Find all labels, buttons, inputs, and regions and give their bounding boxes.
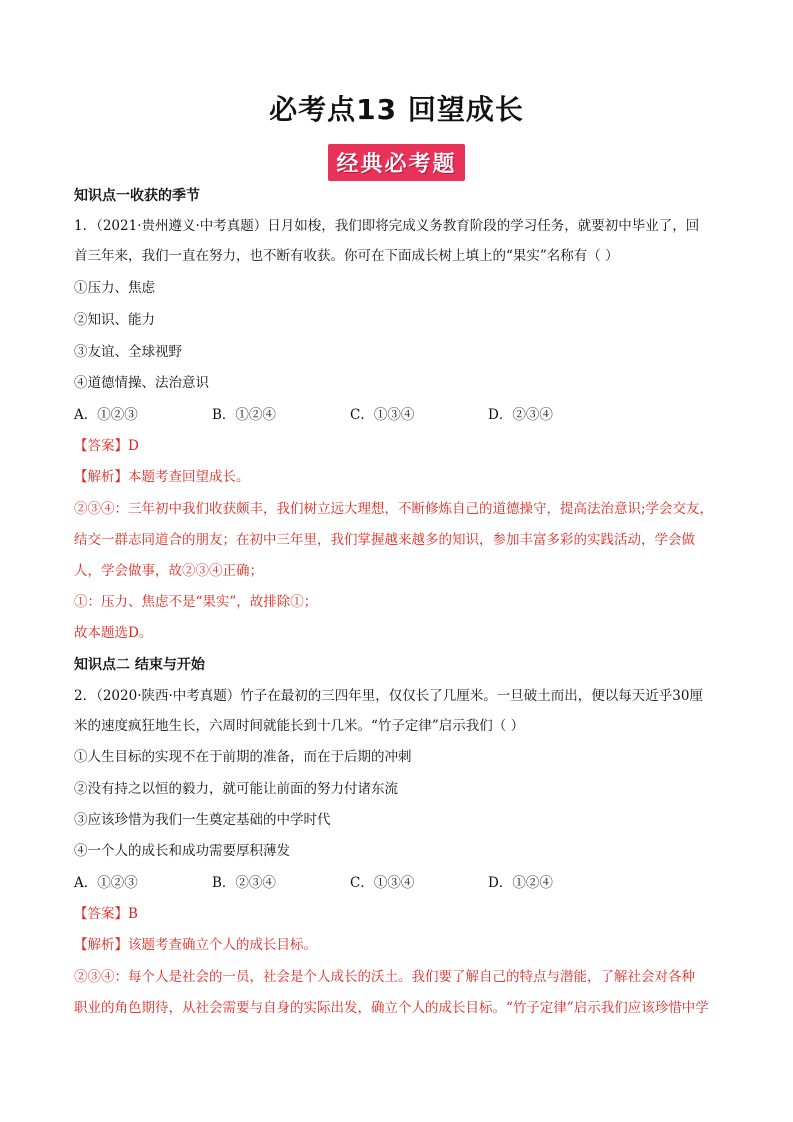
q1-option-a: A．①②③: [74, 407, 138, 423]
q1-stem-line2: 首三年来，我们一直在努力，也不断有收获。你可在下面成长树上填上的“果实”名称有（ ）: [74, 248, 619, 264]
q1-analysis-line4: 人，学会做事，故②③④正确；: [74, 563, 263, 579]
q2-item-3: ③应该珍惜为我们一生奠定基础的中学时代: [74, 812, 331, 828]
q2-item-2: ②没有持之以恒的毅力，就可能让前面的努力付诸东流: [74, 781, 398, 797]
q1-answer: 【答案】D: [74, 438, 139, 454]
q1-stem-line1: 1．（2021·贵州遵义·中考真题）日月如梭，我们即将完成义务教育阶段的学习任务，就要初中毕业了，回: [74, 218, 700, 234]
classic-questions-badge: 经典必考题: [328, 144, 464, 181]
q2-item-1: ①人生目标的实现不在于前期的准备，而在于后期的冲刺: [74, 749, 412, 765]
q1-option-c: C．①③④: [350, 407, 415, 423]
q1-options: [74, 405, 724, 425]
q2-options: [74, 873, 724, 893]
q1-analysis-line2: ②③④：三年初中我们收获颇丰，我们树立远大理想，不断修炼自己的道德操守，提高法治意识;学会交友，: [74, 501, 714, 517]
q2-analysis-line3: 职业的角色期待，从社会需要与自身的实际出发，确立个人的成长目标。“竹子定律”启示我们应该珍惜中学: [74, 1000, 709, 1016]
q2-stem-line2: 米的速度疯狂地生长，六周时间就能长到十几米。“竹子定律”启示我们（ ）: [74, 718, 525, 734]
q2-analysis-line1: 【解析】该题考查确立个人的成长目标。: [74, 937, 317, 953]
q1-analysis-line6: 故本题选D。: [74, 625, 153, 641]
q1-analysis-line3: 结交一群志同道合的朋友；在初中三年里，我们掌握越来越多的知识，参加丰富多彩的实践活动，学会做: [74, 532, 695, 548]
q1-item-3: ③友谊、全球视野: [74, 344, 182, 360]
q1-analysis-line1: 【解析】本题考查回望成长。: [74, 469, 250, 485]
q1-item-4: ④道德情操、法治意识: [74, 375, 209, 391]
q2-option-d: D．①②④: [488, 875, 553, 891]
q1-option-d: D．②③④: [488, 407, 553, 423]
section2-heading: 知识点二 结束与开始: [74, 657, 205, 673]
q1-item-1: ①压力、焦虑: [74, 280, 155, 296]
page-title: 必考点13 回望成长: [269, 93, 524, 126]
q2-answer: 【答案】B: [74, 906, 138, 922]
q2-analysis-line2: ②③④：每个人是社会的一员，社会是个人成长的沃土。我们要了解自己的特点与潜能，了解社会对各种: [74, 969, 695, 985]
q2-option-b: B．②③④: [212, 875, 276, 891]
q2-item-4: ④一个人的成长和成功需要厚积薄发: [74, 843, 290, 859]
q2-option-c: C．①③④: [350, 875, 415, 891]
q2-option-a: A．①②③: [74, 875, 138, 891]
badge-container: [0, 144, 793, 181]
q1-analysis-line5: ①：压力、焦虑不是“果实”，故排除①；: [74, 594, 318, 610]
q1-option-b: B．①②④: [212, 407, 276, 423]
q1-item-2: ②知识、能力: [74, 312, 155, 328]
q2-stem-line1: 2．（2020·陕西·中考真题）竹子在最初的三四年里，仅仅长了几厘米。一旦破土而出，便以每天近乎30厘: [74, 688, 703, 704]
section1-heading: 知识点一收获的季节: [74, 188, 200, 204]
